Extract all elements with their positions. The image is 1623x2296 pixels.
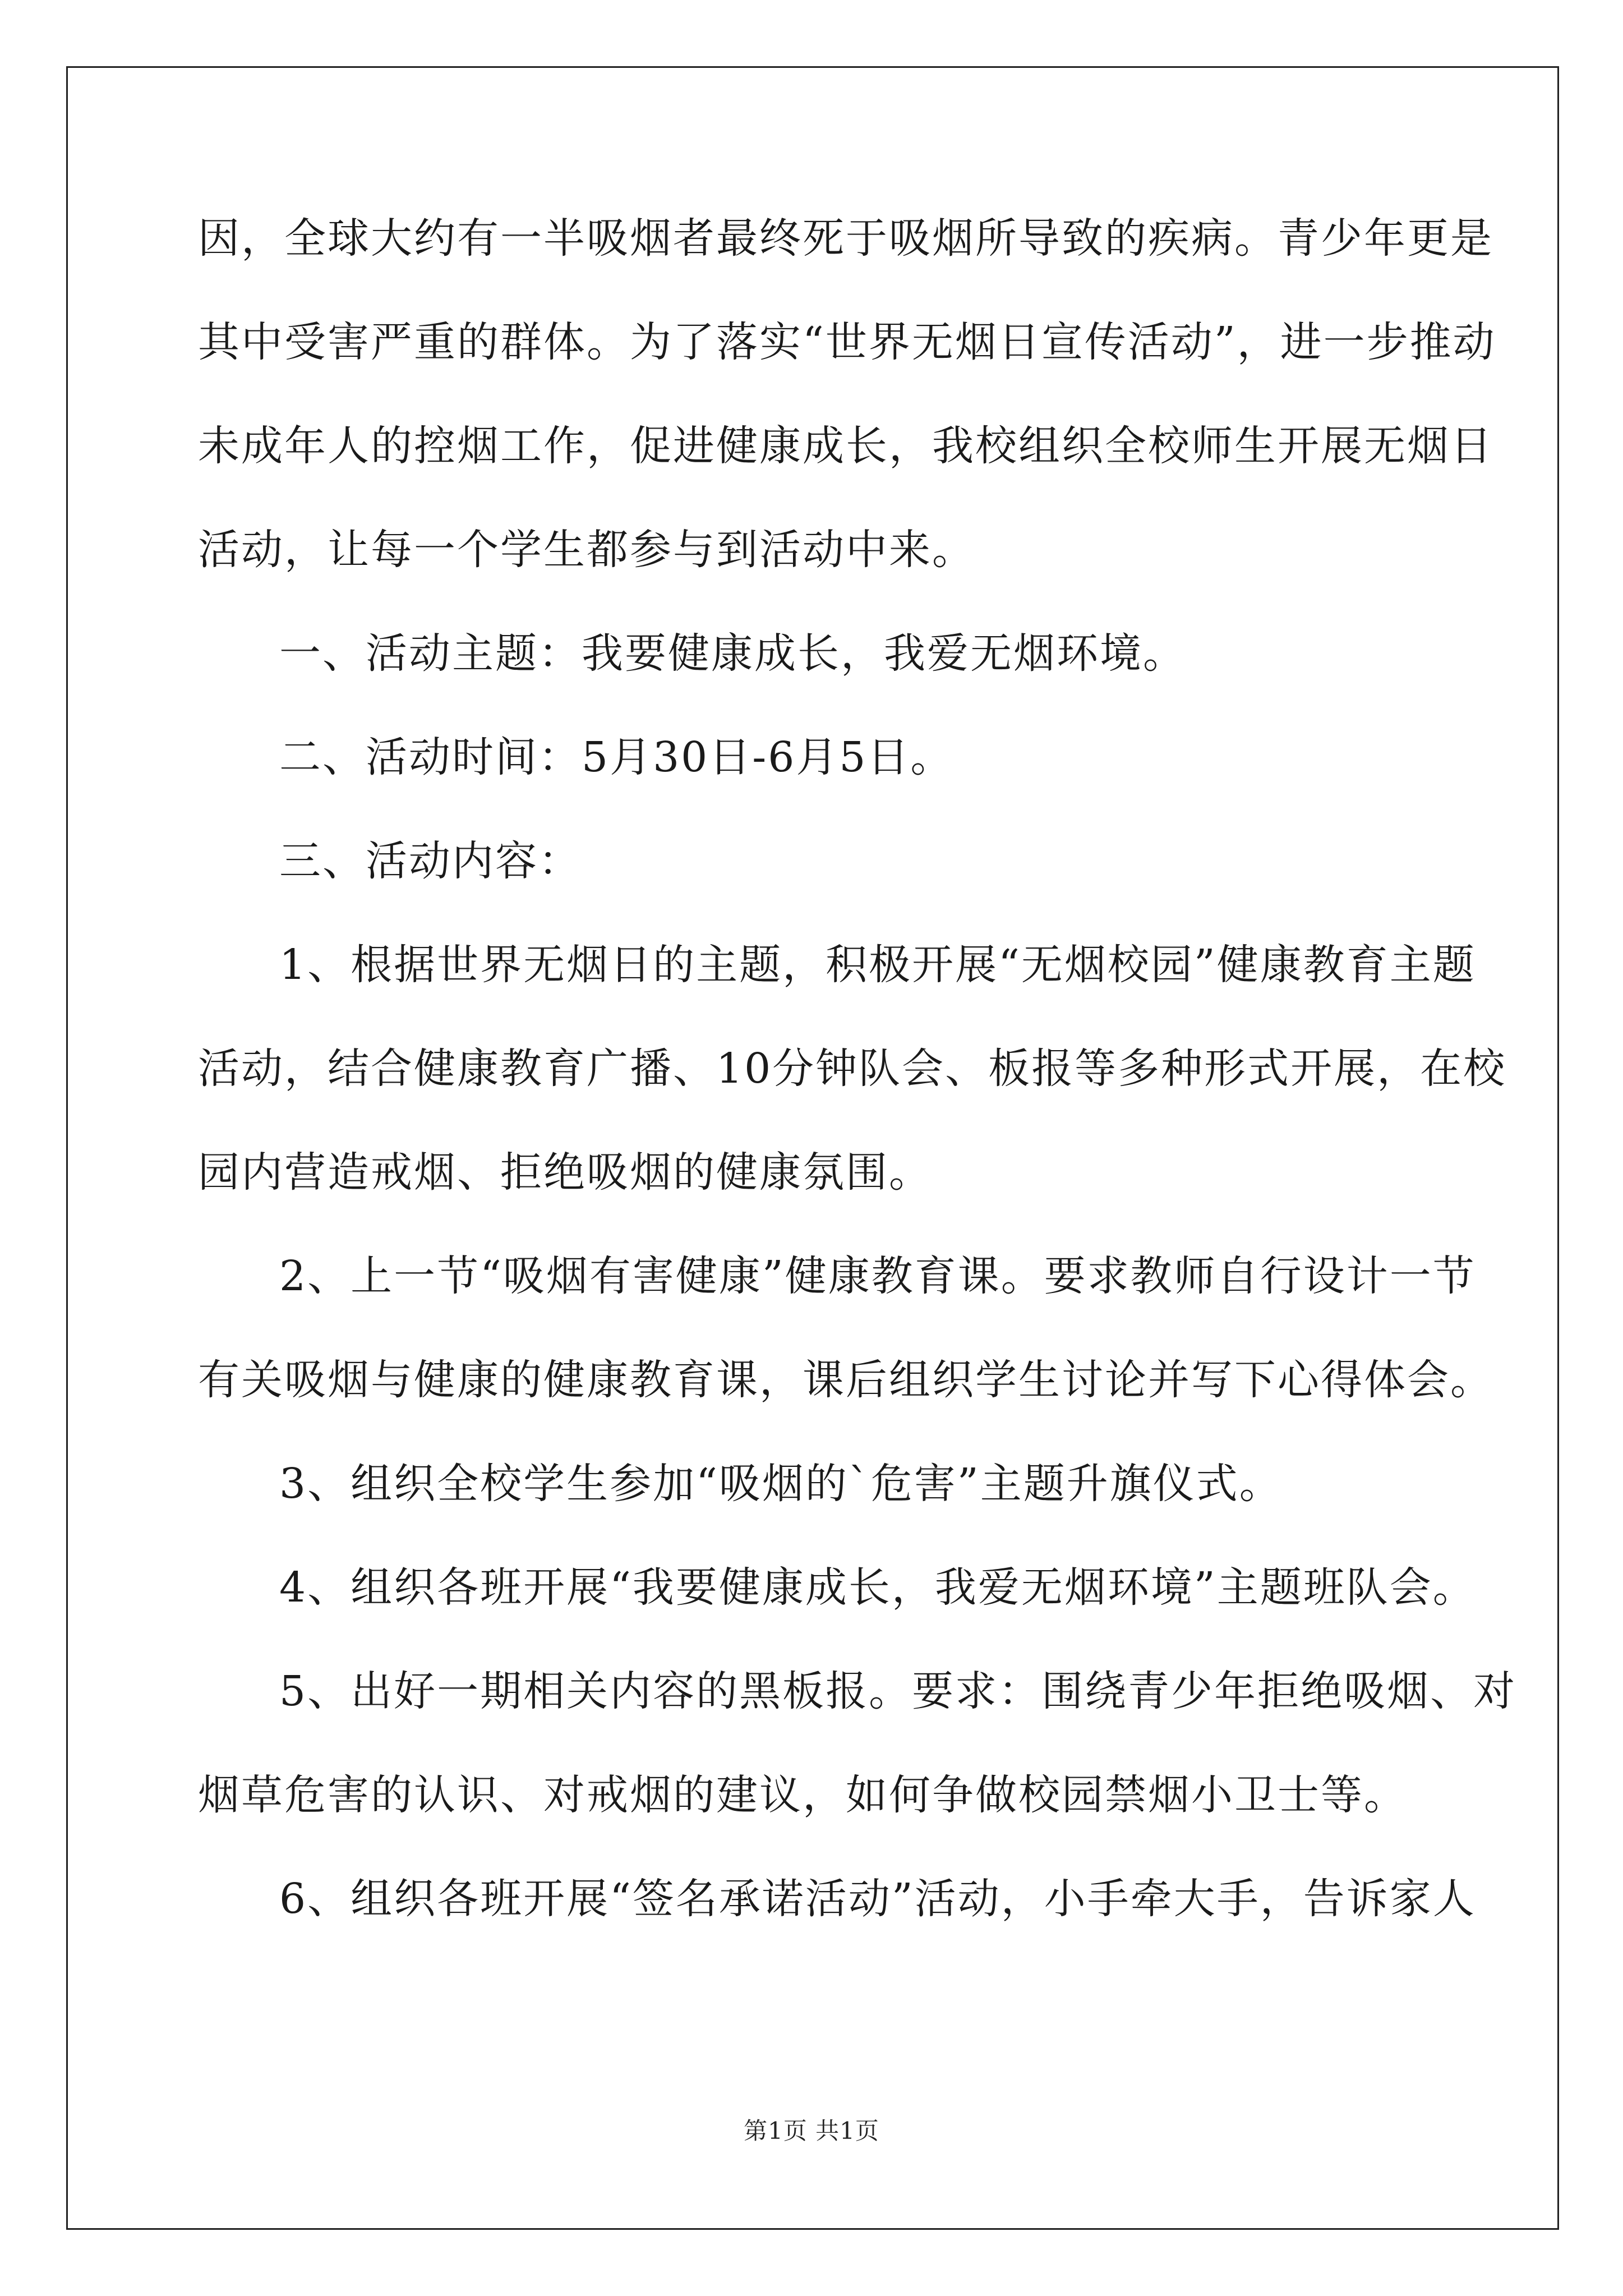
text-line: 三、活动内容： — [279, 837, 582, 885]
text-line: 1、根据世界无烟日的主题，积极开展“无烟校园”健康教育主题 — [279, 941, 1476, 989]
text-line: 5、出好一期相关内容的黑板报。要求：围绕青少年拒绝吸烟、对 — [279, 1667, 1517, 1715]
text-line: 二、活动时间：5月30日-6月5日。 — [279, 733, 954, 781]
page-footer: 第1页 共1页 — [744, 2117, 879, 2145]
text-line: 一、活动主题：我要健康成长，我爱无烟环境。 — [279, 629, 1186, 678]
text-line: 活动，让每一个学生都参与到活动中来。 — [198, 526, 975, 574]
text-line: 有关吸烟与健康的健康教育课，课后组织学生讨论并写下心得体会。 — [198, 1356, 1493, 1404]
text-line: 其中受害严重的群体。为了落实“世界无烟日宣传活动”，进一步推动 — [198, 318, 1496, 366]
text-line: 活动，结合健康教育广播、10分钟队会、板报等多种形式开展，在校 — [198, 1045, 1507, 1093]
text-line: 4、组织各班开展“我要健康成长，我爱无烟环境”主题班队会。 — [279, 1563, 1476, 1612]
text-line: 未成年人的控烟工作，促进健康成长，我校组织全校师生开展无烟日 — [198, 422, 1493, 470]
text-line: 2、上一节“吸烟有害健康”健康教育课。要求教师自行设计一节 — [279, 1252, 1476, 1300]
text-line: 园内营造戒烟、拒绝吸烟的健康氛围。 — [198, 1148, 932, 1197]
text-line: 烟草危害的认识、对戒烟的建议，如何争做校园禁烟小卫士等。 — [198, 1771, 1407, 1819]
text-line: 因，全球大约有一半吸烟者最终死于吸烟所导致的疾病。青少年更是 — [198, 214, 1493, 263]
text-line: 6、组织各班开展“签名承诺活动”活动，小手牵大手，告诉家人 — [279, 1875, 1476, 1923]
text-line: 3、组织全校学生参加“吸烟的`危害”主题升旗仪式。 — [279, 1460, 1283, 1508]
